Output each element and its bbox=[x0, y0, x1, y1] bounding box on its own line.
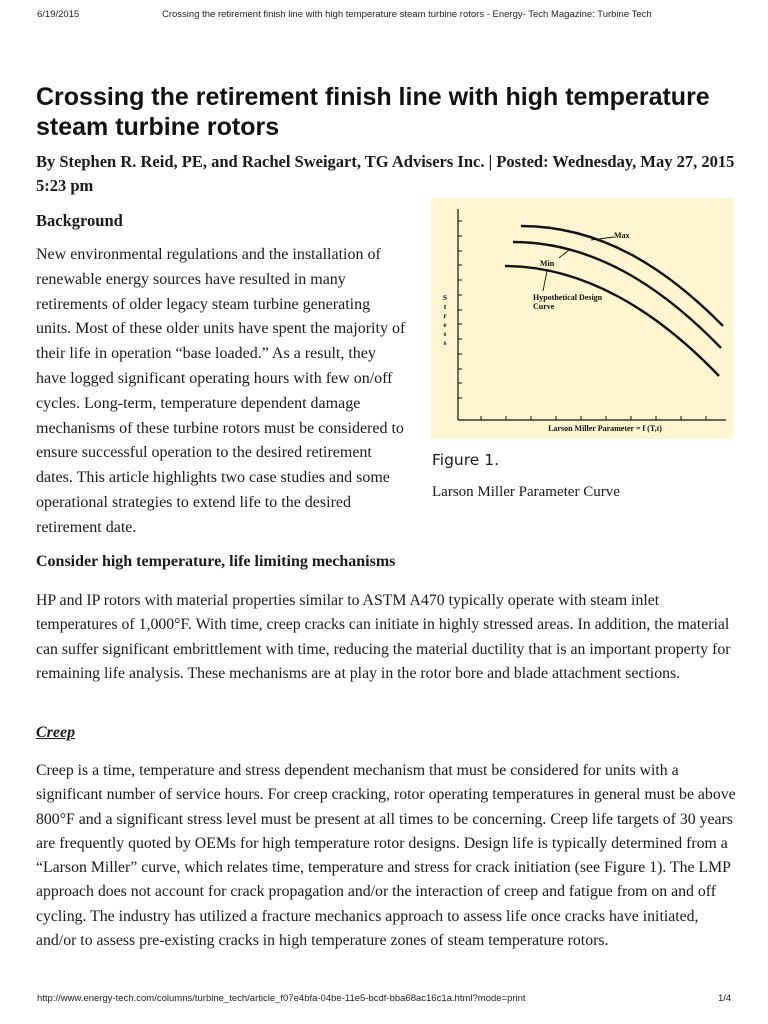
figure-1-image bbox=[431, 198, 733, 439]
x-axis-label: Larson Miller Parameter = f (T,t) bbox=[548, 424, 662, 433]
print-page-title: Crossing the retirement finish line with high temperature steam turbine rotors - Energy- Tech Magazine: Turbine Tech bbox=[162, 9, 652, 20]
y-axis-letter: S bbox=[442, 293, 448, 302]
footer-page-number: 1/4 bbox=[718, 993, 732, 1004]
mechanisms-paragraph: HP and IP rotors with material properties similar to ASTM A470 typically operate with steam inlet temperatures of 1,000°F. With time, creep cracks can initiate in highly stressed areas. In addition, the material can suffer significant embrittlement with time, reducing the material ductility that is an important property for remaining life analysis. These mechanisms are at play in the rotor bore and blade attachment sections. bbox=[36, 592, 731, 682]
y-axis-letter: s bbox=[443, 329, 447, 338]
design-curve bbox=[505, 266, 719, 376]
figure-caption: Larson Miller Parameter Curve bbox=[432, 484, 620, 500]
creep-paragraph: Creep is a time, temperature and stress dependent mechanism that must be considered for units with a significant number of service hours. For creep cracking, rotor operating temperatures in general must be above 800°F and a significant stress level must be present at all times to be concerning. Creep life targets of 30 years are frequently quoted by OEMs for high temperature rotor designs. Design life is typically determined from a “Larson Miller” curve, which relates time, temperature and stress for crack initiation (see Figure 1). The LMP approach does not account for crack propagation and/or the interaction of creep and fatigue from on and off cycling. The industry has utilized a fracture mechanics approach to assess life once cracks have initiated, and/or to assess pre-existing cracks in high temperature zones of steam temperature rotors. bbox=[36, 762, 736, 950]
section-heading-mechanisms: Consider high temperature, life limiting mechanisms bbox=[36, 553, 396, 570]
max-label: Max bbox=[614, 231, 630, 240]
background-paragraph: New environmental regulations and the installation of renewable energy sources have resulted in many retirements of older legacy steam turbine generating units. Most of these older units have spent the majority of their life in operation “base loaded.” As a result, they have logged significant operating hours with few on/off cycles. Long-term, temperature dependent damage mechanisms of these turbine rotors must be considered to ensure successful operation to the desired retirement dates. This article highlights two case studies and some operational strategies to extend life to the desired retirement date. bbox=[36, 246, 406, 536]
article-title: Crossing the retirement finish line with high temperature steam turbine rotors bbox=[36, 83, 710, 141]
creep-heading: Creep bbox=[36, 724, 76, 741]
footer-url: http://www.energy-tech.com/columns/turbine_tech/article_f07e4bfa-04be-11e5-bcdf-bba68ac16c1a.html?mode=print bbox=[37, 993, 526, 1004]
background-heading: Background bbox=[36, 211, 123, 230]
print-date: 6/19/2015 bbox=[37, 9, 80, 20]
y-axis-letter: s bbox=[443, 338, 447, 347]
background-section bbox=[36, 209, 408, 541]
design-curve-label-line-1: Hypothetical Design bbox=[533, 293, 603, 302]
figure-label: Figure 1. bbox=[432, 451, 500, 469]
max-curve bbox=[521, 226, 723, 326]
larson-miller-chart bbox=[431, 198, 733, 439]
y-axis-letter: r bbox=[443, 311, 447, 320]
y-axis-letter: e bbox=[443, 320, 447, 329]
article-byline: By Stephen R. Reid, PE, and Rachel Sweigart, TG Advisers Inc. | Posted: Wednesday, May 27, 2015 5:23 pm bbox=[36, 152, 735, 195]
y-axis-label bbox=[443, 293, 447, 347]
min-label: Min bbox=[540, 259, 555, 268]
design-curve-label-line-2: Curve bbox=[533, 302, 555, 311]
y-axis-letter: t bbox=[443, 302, 447, 311]
